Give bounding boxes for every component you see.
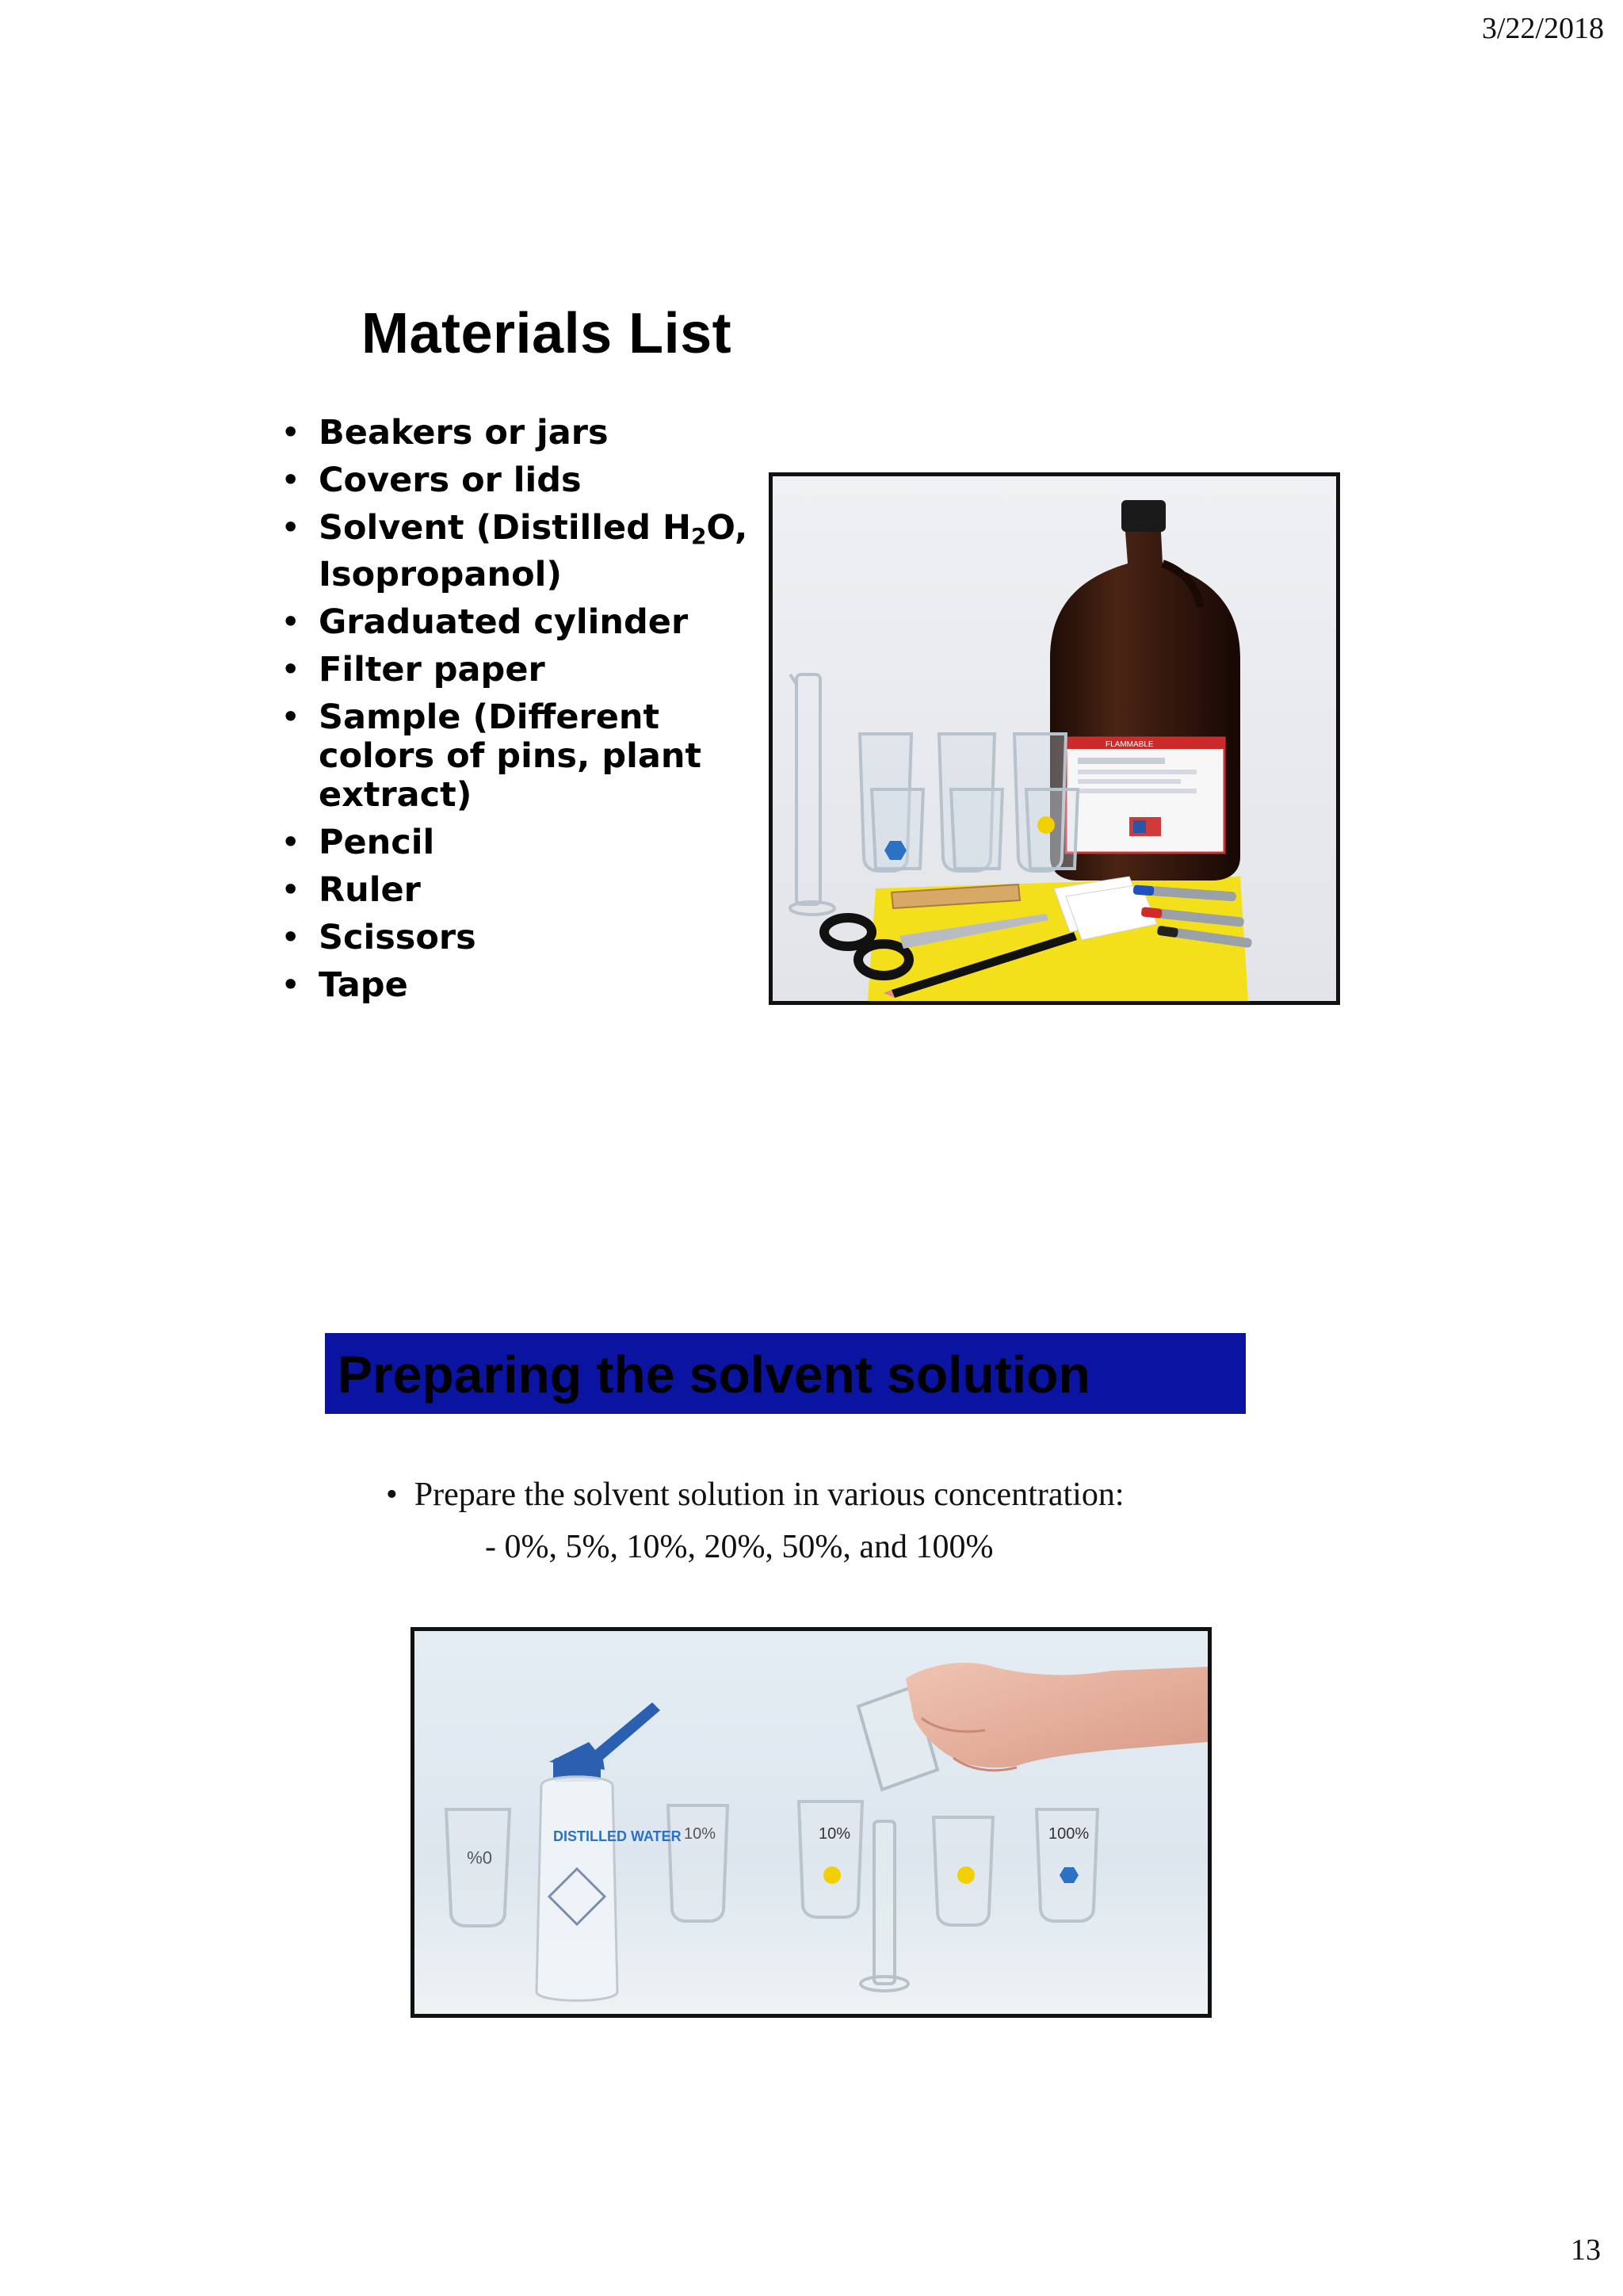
bullet-icon: •: [281, 965, 301, 1005]
bullet-icon: •: [281, 823, 301, 862]
bullet-icon: •: [281, 602, 301, 642]
concentrations-sub-bullet: - 0%, 5%, 10%, 20%, 50%, and 100%: [485, 1529, 994, 1565]
bullet-icon: •: [281, 918, 301, 957]
list-item: • Solvent (Distilled $H_2O$, Isopropanol): [281, 508, 748, 594]
list-item: • Graduated cylinder: [281, 602, 689, 642]
bullet-icon: •: [281, 697, 301, 737]
materials-photo-illustration: [773, 476, 1336, 1001]
bullet-icon: •: [281, 508, 301, 548]
wash-bottle-label: DISTILLED WATER: [553, 1828, 682, 1844]
list-item: • Tape: [281, 965, 408, 1005]
list-item: • Sample (Different colors of pins, plant extract): [281, 697, 702, 815]
solvent-photo-illustration: [414, 1631, 1208, 2014]
list-item: • Beakers or jars: [281, 413, 609, 453]
beaker-label: 10%: [684, 1825, 716, 1843]
page-number: 13: [1571, 2233, 1601, 2267]
materials-list: [277, 414, 769, 1014]
bullet-icon: •: [281, 460, 301, 500]
solvent-bullet: • Prepare the solvent solution in various concentration:: [386, 1477, 1125, 1513]
beaker-label: 10%: [819, 1825, 851, 1843]
list-item: • Pencil: [281, 823, 435, 862]
bottle-label-text: FLAMMABLE: [1106, 740, 1154, 749]
list-item: • Ruler: [281, 870, 421, 910]
bullet-icon: •: [281, 413, 301, 453]
materials-photo: [769, 472, 1340, 1005]
beaker-label: 0%: [467, 1847, 492, 1867]
bullet-icon: •: [281, 870, 301, 910]
list-item: • Scissors: [281, 918, 476, 957]
list-item: • Filter paper: [281, 650, 545, 690]
slide-title-preparing: Preparing the solvent solution: [338, 1345, 1090, 1404]
list-item: • Covers or lids: [281, 460, 582, 500]
slide-title-materials: Materials List: [361, 302, 732, 365]
beaker-label: 100%: [1048, 1825, 1090, 1843]
solvent-photo: [411, 1627, 1212, 2018]
header-date: 3/22/2018: [1481, 12, 1604, 45]
bullet-icon: •: [386, 1477, 414, 1513]
bullet-icon: •: [281, 650, 301, 690]
